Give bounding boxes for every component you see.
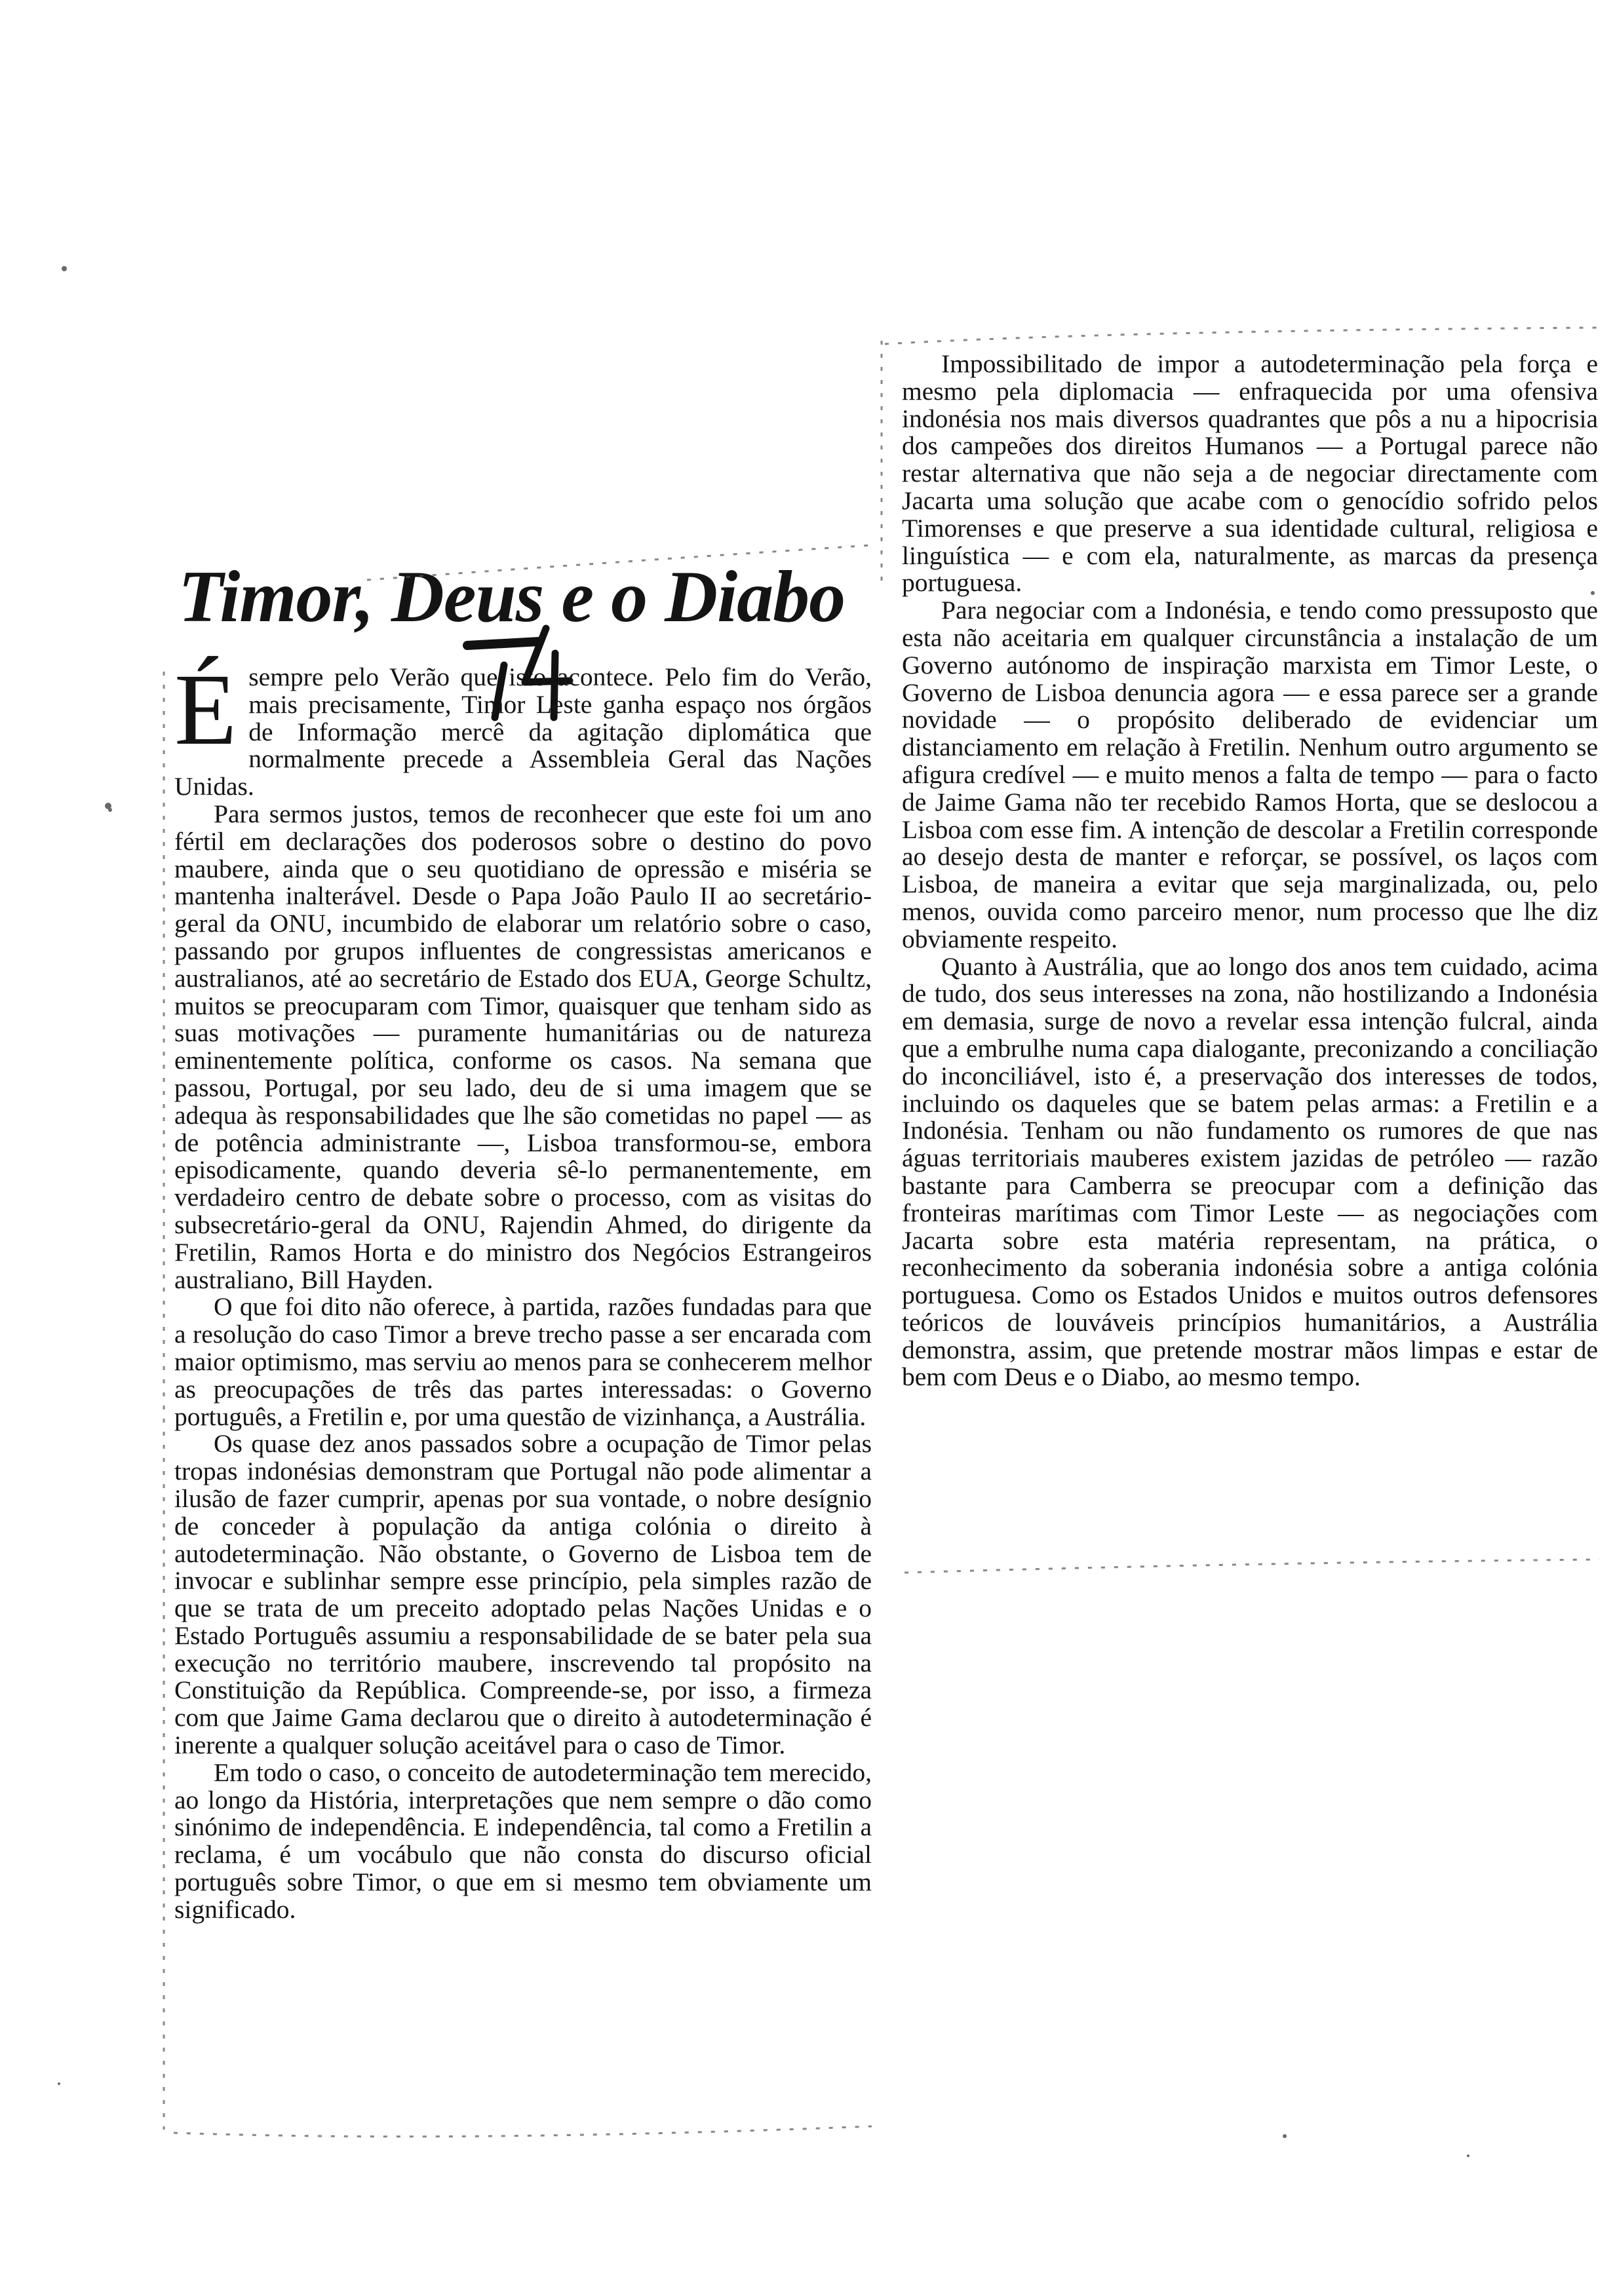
article-paragraph: Impossibilitado de impor a autodeterminação pela força e mesmo pela diplomacia — enfraquecida por uma ofensiva indonésia nos mais diversos quadrantes que pôs a nu a hipocrisia dos campeões dos direitos Humanos — a Portugal parece não restar alternativa que não seja a de negociar directamente com Jacarta uma solução que acabe com o genocídio sofrido pelos Timorenses e que preserve a sua identidade cultural, religiosa e linguística — e com ela, naturalmente, as marcas da presença portuguesa. bbox=[902, 349, 1598, 598]
article-paragraph: Em todo o caso, o conceito de autodeterminação tem merecido, ao longo da História, interpretações que nem sempre o dão como sinónimo de independência. E independência, tal como a Fretilin a reclama, é um vocábulo que não consta do discurso oficial português sobre Timor, o que em si mesmo tem obviamente um significado. bbox=[174, 1757, 872, 1924]
article-paragraph: Os quase dez anos passados sobre a ocupação de Timor pelas tropas indonésias demonstram que Portugal não pode alimentar a ilusão de fazer cumprir, apenas por sua vontade, o nobre desígnio de conceder à população da antiga colónia o direito à autodeterminação. Não obstante, o Governo de Lisboa tem de invocar e sublinhar sempre esse princípio, pela simples razão de que se trata de um preceito adoptado pelas Nações Unidas e o Estado Português assumiu a responsabilidade de se bater pela sua execução no território maubere, inscrevendo tal propósito na Constituição da República. Compreende-se, por isso, a firmeza com que Jaime Gama declarou que o direito à autodeterminação é inerente a qualquer solução aceitável para o caso de Timor. bbox=[174, 1429, 872, 1760]
article-paragraph: O que foi dito não oferece, à partida, razões fundadas para que a resolução do caso Timor a breve trecho passe a ser encarada com maior optimismo, mas serviu ao menos para se conhecerem melhor as preocupações de três das partes interessadas: o Governo português, a Fretilin e, por uma questão de vizinhança, a Austrália. bbox=[174, 1292, 872, 1431]
article-paragraph: Para negociar com a Indonésia, e tendo como pressuposto que esta não aceitaria em qualquer circunstância a instalação de um Governo autónomo de inspiração marxista em Timor Leste, o Governo de Lisboa denuncia agora — e essa parece ser a grande novidade — o propósito deliberado de evidenciar um distanciamento em relação à Fretilin. Nenhum outro argumento se afigura credível — e muito menos a falta de tempo — para o facto de Jaime Gama não ter recebido Ramos Horta, que se deslocou a Lisboa com esse fim. A intenção de descolar a Fretilin corresponde ao desejo desta de manter e reforçar, se possível, os laços com Lisboa, de maneira a evitar que seja marginalizada, ou, pelo menos, ouvida como parceiro menor, num processo que lhe diz obviamente respeito. bbox=[902, 596, 1598, 953]
paragraph-text: sempre pelo Verão que isto acontece. Pelo fim do Verão, mais precisamente, Timor Leste ganha espaço nos órgãos de Informação mercê da agitação diplomática que normalmente precede a Assembleia Geral das Nações Unidas. bbox=[174, 662, 872, 801]
article-paragraph: Para sermos justos, temos de reconhecer que este foi um ano fértil em declarações dos poderosos sobre o destino do povo maubere, ainda que o seu quotidiano de opressão e miséria se mantenha inalterável. Desde o Papa João Paulo II ao secretário-geral da ONU, incumbido de elaborar um relatório sobre o caso, passando por grupos influentes de congressistas americanos e australianos, até ao secretário de Estado dos EUA, George Schultz, muitos se preocuparam com Timor, quaisquer que tenham sido as suas motivações — puramente humanitárias ou de natureza eminentemente política, conforme os casos. Na semana que passou, Portugal, por seu lado, deu de si uma imagem que se adequa às responsabilidades que lhe são cometidas no papel — as de potência administrante —, Lisboa transformou-se, embora episodicamente, quando deveria sê-lo permanentemente, em verdadeiro centro de debate sobre o processo, com as visitas do subsecretário-geral da ONU, Rajendin Ahmed, do dirigente da Fretilin, Ramos Horta e do ministro dos Negócios Estrangeiros australiano, Bill Hayden. bbox=[174, 799, 872, 1294]
article-title: Timor, Deus e o Diabo bbox=[178, 556, 846, 638]
article-paragraph: Quanto à Austrália, que ao longo dos anos tem cuidado, acima de tudo, dos seus interesses na zona, não hostilizando a Indonésia em demasia, surge de novo a revelar essa intenção fulcral, ainda que a embrulhe numa capa dialogante, preconizando a conciliação do inconciliável, isto é, a preservação dos interesses de todos, incluindo os daqueles que se batem pelas armas: a Fretilin e a Indonésia. Tenham ou não fundamento os rumores de que nas águas territoriais mauberes existem jazidas de petróleo — razão bastante para Camberra se preocupar com a definição das fronteiras marítimas com Timor Leste — as negociações com Jacarta sobre esta matéria representam, na prática, o reconhecimento da soberania indonésia sobre a antiga colónia portuguesa. Como os Estados Unidos e muitos outros defensores teóricos de louváveis princípios humanitários, a Austrália demonstra, assim, que pretende mostrar mãos limpas e estar de bem com Deus e o Diabo, ao mesmo tempo. bbox=[902, 951, 1598, 1392]
drop-cap: É bbox=[174, 653, 237, 766]
